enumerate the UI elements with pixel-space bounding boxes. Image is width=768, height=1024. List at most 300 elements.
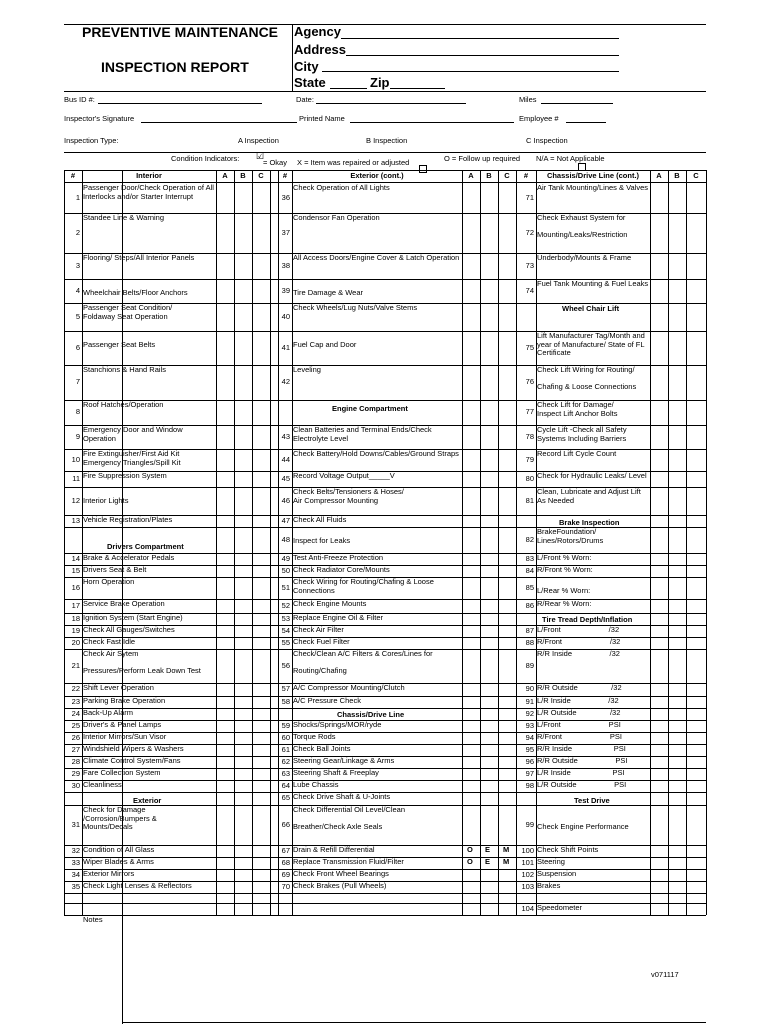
condition-cell-c[interactable] <box>252 400 270 425</box>
condition-cell-a[interactable] <box>650 577 668 599</box>
condition-cell-a[interactable] <box>650 527 668 553</box>
condition-cell-c[interactable] <box>686 565 706 577</box>
condition-cell-a[interactable] <box>650 213 668 253</box>
condition-cell-c[interactable] <box>498 708 516 720</box>
condition-cell-a[interactable] <box>462 893 480 903</box>
condition-cell-b[interactable] <box>234 213 252 253</box>
condition-cell-a[interactable] <box>462 471 480 487</box>
condition-cell-a[interactable] <box>216 331 234 365</box>
condition-cell-c[interactable] <box>686 553 706 565</box>
condition-cell-c[interactable] <box>252 696 270 708</box>
condition-cell-b[interactable] <box>234 637 252 649</box>
condition-cell-b[interactable] <box>668 857 686 869</box>
condition-cell-a[interactable] <box>650 893 668 903</box>
condition-cell-c[interactable] <box>686 869 706 881</box>
inspection-type-b[interactable]: B Inspection <box>366 136 408 145</box>
condition-cell-a[interactable] <box>462 881 480 893</box>
condition-cell-b[interactable] <box>234 720 252 732</box>
condition-cell-c[interactable] <box>686 625 706 637</box>
condition-cell-b[interactable] <box>480 792 498 805</box>
condition-cell-a[interactable] <box>216 183 234 213</box>
condition-cell-b[interactable] <box>234 487 252 515</box>
condition-cell-a[interactable] <box>650 365 668 400</box>
condition-cell-a[interactable] <box>462 577 480 599</box>
condition-cell-b[interactable] <box>234 744 252 756</box>
condition-cell-c[interactable] <box>686 577 706 599</box>
condition-cell-c[interactable] <box>498 625 516 637</box>
condition-cell-a[interactable] <box>216 449 234 471</box>
condition-cell-a[interactable] <box>462 683 480 696</box>
condition-cell-b[interactable] <box>234 780 252 792</box>
miles-field[interactable] <box>541 103 613 104</box>
condition-cell-b[interactable] <box>234 708 252 720</box>
condition-cell-a[interactable] <box>216 625 234 637</box>
condition-cell-c[interactable] <box>252 845 270 857</box>
condition-cell-a[interactable] <box>462 720 480 732</box>
condition-cell-b[interactable] <box>480 696 498 708</box>
condition-cell-c[interactable] <box>686 487 706 515</box>
condition-cell-b[interactable] <box>668 365 686 400</box>
condition-cell-a[interactable] <box>462 565 480 577</box>
condition-cell-b[interactable] <box>668 279 686 303</box>
condition-cell-c[interactable] <box>252 425 270 449</box>
condition-cell-b[interactable] <box>480 400 498 425</box>
condition-cell-c[interactable] <box>498 577 516 599</box>
condition-cell-b[interactable] <box>668 331 686 365</box>
condition-cell-b[interactable] <box>234 857 252 869</box>
condition-cell-b[interactable] <box>668 425 686 449</box>
condition-cell-a[interactable] <box>462 253 480 279</box>
condition-cell-c[interactable] <box>498 637 516 649</box>
condition-cell-c[interactable] <box>686 515 706 527</box>
condition-cell-b[interactable] <box>234 471 252 487</box>
condition-cell-a[interactable] <box>650 732 668 744</box>
condition-cell-a[interactable] <box>650 253 668 279</box>
condition-cell-b[interactable] <box>668 213 686 253</box>
condition-cell-b[interactable] <box>234 893 252 903</box>
condition-cell-a[interactable] <box>216 881 234 893</box>
condition-cell-c[interactable] <box>498 744 516 756</box>
condition-cell-b[interactable] <box>234 625 252 637</box>
condition-cell-a[interactable] <box>462 625 480 637</box>
condition-cell-c[interactable] <box>686 365 706 400</box>
condition-cell-b[interactable] <box>480 732 498 744</box>
condition-cell-c[interactable] <box>498 515 516 527</box>
condition-cell-c[interactable] <box>498 768 516 780</box>
condition-cell-c[interactable] <box>686 527 706 553</box>
condition-cell-c[interactable] <box>498 792 516 805</box>
condition-cell-c[interactable] <box>686 805 706 845</box>
condition-cell-b[interactable] <box>234 279 252 303</box>
condition-cell-c[interactable] <box>252 768 270 780</box>
condition-cell-c[interactable] <box>252 805 270 845</box>
condition-cell-c[interactable] <box>252 756 270 768</box>
condition-cell-a[interactable] <box>462 487 480 515</box>
condition-cell-c[interactable] <box>686 780 706 792</box>
condition-cell-a[interactable] <box>216 756 234 768</box>
condition-cell-a[interactable] <box>650 903 668 915</box>
condition-cell-a[interactable] <box>216 903 234 915</box>
condition-cell-a[interactable] <box>216 805 234 845</box>
condition-cell-c[interactable] <box>686 471 706 487</box>
condition-cell-b[interactable] <box>234 400 252 425</box>
condition-cell-c[interactable] <box>252 780 270 792</box>
condition-cell-b[interactable] <box>668 253 686 279</box>
condition-cell-c[interactable] <box>498 599 516 613</box>
condition-cell-b[interactable] <box>234 845 252 857</box>
condition-cell-c[interactable] <box>252 365 270 400</box>
condition-cell-a[interactable] <box>650 183 668 213</box>
condition-cell-b[interactable] <box>234 515 252 527</box>
condition-cell-c[interactable] <box>686 400 706 425</box>
condition-cell-a[interactable] <box>216 893 234 903</box>
condition-cell-a[interactable] <box>650 400 668 425</box>
condition-cell-a[interactable] <box>650 331 668 365</box>
condition-cell-c[interactable] <box>686 599 706 613</box>
condition-cell-a[interactable] <box>462 613 480 625</box>
condition-cell-b[interactable] <box>668 768 686 780</box>
condition-cell-c[interactable] <box>498 881 516 893</box>
condition-cell-c[interactable] <box>686 425 706 449</box>
condition-cell-b[interactable] <box>234 425 252 449</box>
condition-cell-b[interactable] <box>668 471 686 487</box>
condition-cell-c[interactable] <box>498 425 516 449</box>
condition-cell-b[interactable] <box>480 527 498 553</box>
condition-cell-c[interactable] <box>498 365 516 400</box>
condition-cell-b[interactable] <box>480 649 498 683</box>
condition-cell-c[interactable] <box>252 625 270 637</box>
condition-cell-b[interactable] <box>668 696 686 708</box>
condition-cell-c[interactable] <box>252 577 270 599</box>
bus-id-field[interactable] <box>98 103 262 104</box>
condition-cell-c[interactable] <box>686 756 706 768</box>
condition-cell-c[interactable] <box>686 649 706 683</box>
condition-cell-a[interactable] <box>650 720 668 732</box>
condition-cell-b[interactable] <box>234 553 252 565</box>
condition-cell-b[interactable] <box>668 515 686 527</box>
condition-cell-a[interactable] <box>650 708 668 720</box>
condition-cell-b[interactable] <box>234 565 252 577</box>
condition-cell-a[interactable] <box>462 449 480 471</box>
condition-cell-c[interactable] <box>498 213 516 253</box>
condition-cell-a[interactable] <box>462 732 480 744</box>
condition-cell-b[interactable] <box>234 732 252 744</box>
condition-cell-a[interactable] <box>650 857 668 869</box>
condition-cell-c[interactable] <box>498 565 516 577</box>
condition-cell-b[interactable] <box>234 331 252 365</box>
condition-cell-a[interactable] <box>462 365 480 400</box>
condition-cell-c[interactable] <box>686 183 706 213</box>
condition-cell-a[interactable] <box>462 780 480 792</box>
condition-cell-b[interactable] <box>668 599 686 613</box>
condition-cell-b[interactable] <box>480 471 498 487</box>
condition-cell-a[interactable] <box>216 780 234 792</box>
condition-cell-a[interactable] <box>462 649 480 683</box>
condition-cell-c[interactable] <box>498 183 516 213</box>
condition-cell-a[interactable] <box>650 881 668 893</box>
condition-cell-c[interactable] <box>686 768 706 780</box>
condition-cell-a[interactable] <box>216 768 234 780</box>
condition-cell-a[interactable] <box>216 613 234 625</box>
condition-cell-b[interactable] <box>668 649 686 683</box>
condition-cell-a[interactable] <box>216 708 234 720</box>
condition-cell-b[interactable] <box>668 903 686 915</box>
condition-cell-a[interactable] <box>216 732 234 744</box>
condition-cell-c[interactable] <box>252 649 270 683</box>
condition-cell-c[interactable] <box>252 893 270 903</box>
condition-cell-b[interactable] <box>480 331 498 365</box>
condition-cell-a[interactable] <box>650 780 668 792</box>
condition-cell-b[interactable] <box>668 780 686 792</box>
condition-cell-a[interactable] <box>462 515 480 527</box>
condition-cell-b[interactable] <box>668 527 686 553</box>
condition-cell-b[interactable] <box>234 903 252 915</box>
condition-cell-a[interactable] <box>216 565 234 577</box>
condition-cell-b[interactable] <box>480 425 498 449</box>
condition-cell-c[interactable] <box>498 780 516 792</box>
condition-cell-a[interactable] <box>650 449 668 471</box>
condition-cell-c[interactable] <box>498 471 516 487</box>
condition-cell-c[interactable] <box>498 903 516 915</box>
condition-cell-c[interactable] <box>498 253 516 279</box>
condition-cell-c[interactable] <box>686 792 706 805</box>
condition-cell-c[interactable] <box>498 400 516 425</box>
condition-cell-a[interactable] <box>462 553 480 565</box>
condition-cell-b[interactable] <box>668 708 686 720</box>
condition-cell-a[interactable] <box>650 805 668 845</box>
printed-name-field[interactable] <box>350 122 514 123</box>
condition-cell-a[interactable] <box>650 845 668 857</box>
condition-cell-b[interactable] <box>480 805 498 845</box>
condition-cell-a[interactable] <box>650 792 668 805</box>
condition-cell-c[interactable] <box>686 696 706 708</box>
condition-cell-c[interactable] <box>498 649 516 683</box>
condition-cell-b[interactable] <box>234 527 252 553</box>
condition-cell-c[interactable] <box>252 792 270 805</box>
condition-cell-a[interactable] <box>216 637 234 649</box>
condition-cell-a[interactable] <box>216 577 234 599</box>
condition-cell-b[interactable] <box>668 577 686 599</box>
condition-cell-b[interactable] <box>668 744 686 756</box>
condition-cell-c[interactable] <box>252 279 270 303</box>
condition-cell-a[interactable] <box>650 599 668 613</box>
condition-cell-a[interactable] <box>462 637 480 649</box>
condition-cell-a[interactable] <box>650 768 668 780</box>
condition-cell-c[interactable] <box>498 869 516 881</box>
condition-cell-b[interactable] <box>480 577 498 599</box>
condition-cell-a[interactable] <box>216 599 234 613</box>
condition-cell-b[interactable] <box>668 869 686 881</box>
condition-cell-c[interactable] <box>252 331 270 365</box>
condition-cell-c[interactable] <box>252 565 270 577</box>
condition-cell-a[interactable] <box>650 565 668 577</box>
notes-area[interactable] <box>122 915 123 1024</box>
condition-cell-c[interactable] <box>252 881 270 893</box>
condition-cell-c[interactable] <box>498 527 516 553</box>
condition-cell-c[interactable] <box>252 527 270 553</box>
condition-cell-b[interactable] <box>668 183 686 213</box>
condition-cell-c[interactable] <box>252 487 270 515</box>
condition-cell-a[interactable] <box>650 425 668 449</box>
condition-cell-a[interactable] <box>650 649 668 683</box>
condition-cell-a[interactable] <box>216 696 234 708</box>
address-field[interactable] <box>346 55 619 56</box>
condition-cell-c[interactable] <box>498 756 516 768</box>
condition-cell-a[interactable] <box>216 527 234 553</box>
condition-cell-a[interactable] <box>462 792 480 805</box>
condition-cell-b[interactable] <box>234 649 252 683</box>
condition-cell-a[interactable] <box>650 471 668 487</box>
condition-cell-c[interactable] <box>252 732 270 744</box>
condition-cell-a[interactable] <box>650 744 668 756</box>
condition-cell-a[interactable] <box>216 649 234 683</box>
condition-cell-b[interactable] <box>234 183 252 213</box>
condition-cell-b[interactable] <box>668 893 686 903</box>
condition-cell-a[interactable] <box>650 625 668 637</box>
condition-cell-c[interactable] <box>498 732 516 744</box>
condition-cell-c[interactable] <box>252 869 270 881</box>
condition-cell-b[interactable] <box>480 599 498 613</box>
condition-cell-a[interactable] <box>216 720 234 732</box>
condition-cell-c[interactable] <box>498 683 516 696</box>
condition-cell-b[interactable] <box>668 637 686 649</box>
condition-cell-a[interactable] <box>216 279 234 303</box>
condition-cell-a[interactable] <box>216 792 234 805</box>
condition-cell-b[interactable] <box>480 279 498 303</box>
condition-cell-a[interactable] <box>216 683 234 696</box>
condition-cell-b[interactable] <box>668 487 686 515</box>
condition-cell-c[interactable] <box>686 708 706 720</box>
condition-cell-c[interactable] <box>252 857 270 869</box>
condition-cell-c[interactable] <box>252 303 270 331</box>
condition-cell-c[interactable] <box>498 449 516 471</box>
condition-cell-a[interactable] <box>650 279 668 303</box>
condition-cell-a[interactable] <box>462 708 480 720</box>
condition-cell-b[interactable] <box>234 805 252 845</box>
condition-cell-c[interactable] <box>252 683 270 696</box>
condition-cell-c[interactable] <box>498 613 516 625</box>
employee-field[interactable] <box>566 122 606 123</box>
condition-cell-a[interactable] <box>650 756 668 768</box>
condition-cell-b[interactable] <box>480 881 498 893</box>
condition-cell-a[interactable] <box>216 857 234 869</box>
condition-cell-b[interactable] <box>234 599 252 613</box>
condition-cell-c[interactable] <box>686 213 706 253</box>
city-field[interactable] <box>322 71 619 72</box>
condition-cell-a[interactable] <box>462 744 480 756</box>
condition-cell-c[interactable] <box>252 213 270 253</box>
condition-cell-b[interactable] <box>668 805 686 845</box>
condition-cell-a[interactable] <box>216 253 234 279</box>
condition-cell-b[interactable] <box>480 637 498 649</box>
condition-cell-b[interactable] <box>480 756 498 768</box>
condition-cell-a[interactable] <box>216 400 234 425</box>
condition-cell-c[interactable] <box>498 893 516 903</box>
condition-cell-c[interactable] <box>498 720 516 732</box>
condition-cell-a[interactable] <box>216 869 234 881</box>
condition-cell-c[interactable] <box>686 637 706 649</box>
condition-cell-c[interactable] <box>686 893 706 903</box>
condition-cell-b[interactable] <box>480 893 498 903</box>
condition-cell-c[interactable] <box>252 515 270 527</box>
condition-cell-c[interactable] <box>252 720 270 732</box>
condition-cell-b[interactable] <box>234 253 252 279</box>
condition-cell-c[interactable] <box>686 845 706 857</box>
condition-cell-c[interactable] <box>686 253 706 279</box>
condition-cell-b[interactable] <box>668 553 686 565</box>
condition-cell-c[interactable] <box>498 331 516 365</box>
condition-cell-b[interactable] <box>234 613 252 625</box>
condition-cell-a[interactable] <box>216 515 234 527</box>
condition-cell-b[interactable] <box>668 303 686 331</box>
condition-cell-a[interactable] <box>650 553 668 565</box>
condition-cell-b[interactable] <box>480 253 498 279</box>
condition-cell-a[interactable] <box>462 768 480 780</box>
condition-cell-a[interactable] <box>650 515 668 527</box>
condition-cell-c[interactable] <box>686 881 706 893</box>
condition-cell-c[interactable] <box>686 744 706 756</box>
condition-cell-b[interactable] <box>480 720 498 732</box>
condition-cell-b[interactable] <box>234 696 252 708</box>
condition-cell-b[interactable] <box>234 683 252 696</box>
condition-cell-c[interactable] <box>686 720 706 732</box>
condition-cell-a[interactable] <box>462 303 480 331</box>
condition-cell-c[interactable] <box>686 279 706 303</box>
condition-cell-b[interactable] <box>234 365 252 400</box>
condition-cell-a[interactable] <box>462 903 480 915</box>
condition-cell-c[interactable] <box>498 696 516 708</box>
condition-cell-b[interactable] <box>234 577 252 599</box>
condition-cell-c[interactable] <box>686 732 706 744</box>
condition-cell-b[interactable] <box>234 756 252 768</box>
condition-cell-c[interactable] <box>252 449 270 471</box>
condition-cell-b[interactable] <box>668 720 686 732</box>
condition-cell-b[interactable] <box>480 869 498 881</box>
condition-cell-b[interactable] <box>234 869 252 881</box>
condition-cell-a[interactable] <box>462 400 480 425</box>
condition-cell-a[interactable] <box>650 683 668 696</box>
condition-cell-b[interactable] <box>480 365 498 400</box>
condition-cell-c[interactable] <box>686 613 706 625</box>
condition-cell-a[interactable] <box>216 365 234 400</box>
condition-cell-c[interactable] <box>686 683 706 696</box>
condition-cell-a[interactable] <box>650 487 668 515</box>
condition-cell-a[interactable] <box>462 183 480 213</box>
condition-cell-c[interactable] <box>498 805 516 845</box>
condition-cell-a[interactable] <box>462 599 480 613</box>
condition-cell-a[interactable] <box>650 637 668 649</box>
condition-cell-c[interactable] <box>252 637 270 649</box>
condition-cell-a[interactable] <box>462 213 480 253</box>
condition-cell-b[interactable] <box>480 613 498 625</box>
condition-cell-b[interactable] <box>480 565 498 577</box>
condition-cell-a[interactable] <box>216 845 234 857</box>
condition-cell-c[interactable] <box>252 599 270 613</box>
condition-cell-c[interactable] <box>252 903 270 915</box>
condition-cell-b[interactable] <box>480 515 498 527</box>
condition-cell-b[interactable] <box>480 487 498 515</box>
condition-cell-a[interactable] <box>462 805 480 845</box>
condition-cell-b[interactable] <box>668 400 686 425</box>
agency-field[interactable] <box>341 38 619 39</box>
condition-cell-b[interactable] <box>668 881 686 893</box>
condition-cell-a[interactable] <box>462 425 480 449</box>
condition-cell-a[interactable] <box>462 756 480 768</box>
condition-cell-b[interactable] <box>234 449 252 471</box>
condition-cell-a[interactable] <box>216 303 234 331</box>
condition-cell-b[interactable] <box>668 732 686 744</box>
condition-cell-c[interactable] <box>252 708 270 720</box>
